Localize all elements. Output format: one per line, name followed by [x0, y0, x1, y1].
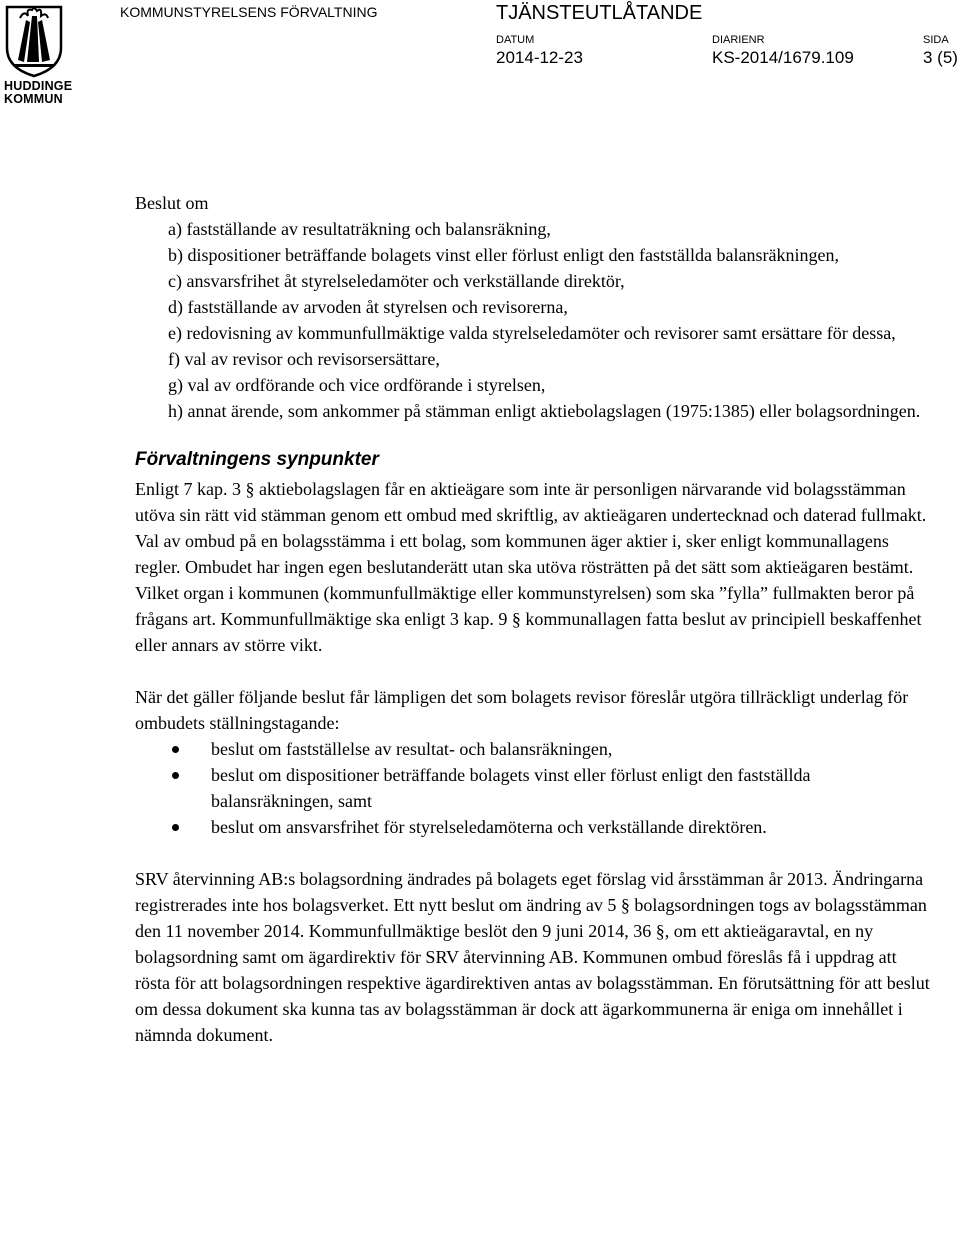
- date-value: 2014-12-23: [496, 48, 583, 67]
- diarie-value: KS-2014/1679.109: [712, 48, 854, 67]
- bullet-text: beslut om fastställelse av resultat- och balansräkningen,: [211, 739, 613, 759]
- page-label: SIDA: [923, 34, 949, 46]
- bullet-text: beslut om ansvarsfrihet för styrelseledamöterna och verkställande direktören.: [211, 817, 767, 837]
- page-value: 3 (5): [923, 48, 958, 67]
- paragraph-legal-basis: Enligt 7 kap. 3 § aktiebolagslagen får en aktieägare som inte är personligen närvarande vid bolagsstämman utöva sin rätt vid stämman genom ett ombud med skriftlig, av aktieägaren undertecknad och daterad fullmakt. Val av ombud på en bolagsstämma i ett bolag, som kommunen äger aktier i, sker enligt kommunallagens regler. Ombudet har ingen egen beslutanderätt utan ska utöva rösträtten på det sätt som aktieägaren bestämt. Vilket organ i kommunen (kommunfullmäktige eller kommunstyrelsen) som ska ”fylla” fullmakten beror på frågans art. Kommunfullmäktige ska enligt 3 kap. 9 § kommunallagen fatta beslut av principiell beskaffenhet eller annars av större vikt.: [135, 479, 927, 655]
- section-heading: Förvaltningens synpunkter: [135, 449, 379, 470]
- coat-of-arms-icon: [4, 4, 64, 78]
- decision-item: f) val av revisor och revisorsersättare,: [168, 349, 440, 369]
- bullet-item: [135, 762, 935, 814]
- intro-text: Beslut om: [135, 193, 209, 213]
- decision-item: b) dispositioner beträffande bolagets vinst eller förlust enligt den fastställda balansräkningen,: [168, 245, 839, 265]
- logo-text-line1: HUDDINGE: [4, 79, 73, 93]
- date-label: DATUM: [496, 34, 535, 46]
- paragraph-auditor-basis: När det gäller följande beslut får lämpligen det som bolagets revisor föreslår utgöra tillräckligt underlag för ombudets ställningstagande:: [135, 687, 909, 733]
- diarie-label: DIARIENR: [712, 34, 765, 46]
- bullet-list: [135, 736, 935, 840]
- bullet-icon: [172, 746, 179, 753]
- paragraph-srv: SRV återvinning AB:s bolagsordning ändrades på bolagets eget förslag vid årsstämman år 2013. Ändringarna registrerades inte hos bolagsverket. Ett nytt beslut om ändring av 5 § bolagsordningen togs av bolagsstämman den 11 november 2014. Kommunfullmäktige beslöt den 9 juni 2014, 36 §, om ett aktieägaravtal, en ny bolagsordning samt om ägardirektiv för SRV återvinning AB. Kommunen ombud föreslås få i uppdrag att rösta för att bolagsordningen respektive ägardirektiven antas av bolagsstämman. En förutsättning för att beslut om dessa dokument ska kunna tas av bolagsstämman är dock att ägarkommunerna är eniga om innehållet i nämnda dokument.: [135, 869, 930, 1045]
- municipality-logo: [4, 4, 73, 108]
- organization-name: KOMMUNSTYRELSENS FÖRVALTNING: [120, 4, 378, 20]
- bullet-icon: [172, 824, 179, 831]
- decision-item: d) fastställande av arvoden åt styrelsen och revisorerna,: [168, 297, 568, 317]
- document-type: TJÄNSTEUTLÅTANDE: [496, 2, 703, 24]
- bullet-icon: [172, 772, 179, 779]
- bullet-item: [135, 736, 935, 762]
- decision-item: e) redovisning av kommunfullmäktige valda styrelseledamöter och revisorer samt ersättare för dessa,: [168, 323, 896, 343]
- document-body: [135, 190, 935, 1048]
- decision-item: h) annat ärende, som ankommer på stämman enligt aktiebolagslagen (1975:1385) eller bolagsordningen.: [168, 401, 921, 421]
- decision-item: g) val av ordförande och vice ordförande i styrelsen,: [168, 375, 546, 395]
- bullet-text: beslut om dispositioner beträffande bolagets vinst eller förlust enligt den fastställda balansräkningen, samt: [211, 765, 811, 811]
- decision-list: [135, 216, 935, 424]
- bullet-item: [135, 814, 935, 840]
- decision-item: a) fastställande av resultaträkning och balansräkning,: [168, 219, 551, 239]
- decision-item: c) ansvarsfrihet åt styrelseledamöter och verkställande direktör,: [168, 271, 625, 291]
- logo-text-line2: KOMMUN: [4, 92, 63, 106]
